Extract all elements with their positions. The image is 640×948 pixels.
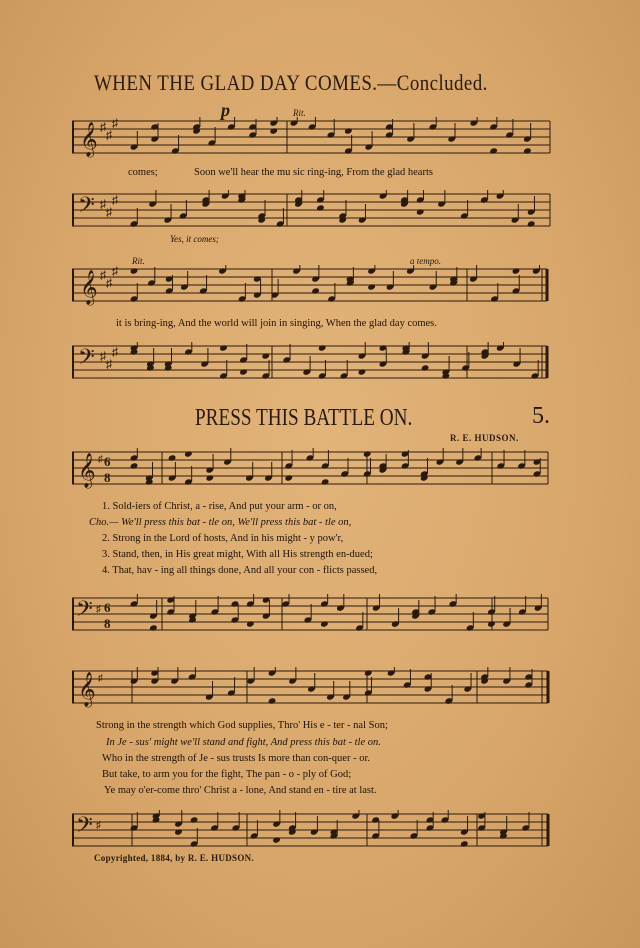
svg-text:8: 8 [104,470,111,485]
staff-system3-treble [72,448,552,490]
a-tempo-mark: a tempo. [410,256,441,266]
svg-text:♯: ♯ [106,128,112,142]
staff-lines [72,342,552,384]
note-head [487,620,496,627]
svg-text:♯: ♯ [100,349,106,363]
svg-text:♯: ♯ [106,357,112,371]
verse-line: Who in the strength of Je - sus trusts Is more than con-quer - or. [102,753,370,764]
note-head [246,620,255,627]
svg-text:♯: ♯ [112,345,118,359]
lyric-system1-b: Soon we'll hear the mu sic ring-ing, From the glad hearts [194,167,433,178]
note-head [130,267,139,274]
staff-lines [72,117,554,159]
note-head [261,352,270,359]
note-head [130,462,139,469]
svg-text:𝄞: 𝄞 [80,123,98,156]
note-head [416,208,425,215]
song-title-when-the-glad-day-comes: WHEN THE GLAD DAY COMES.—Concluded. [94,70,488,95]
note-head [367,283,376,290]
note-head [149,624,158,631]
note-head [358,368,367,375]
verse-line: 3. Stand, then, in His great might, With all His strength en-dued; [102,549,373,560]
svg-text:♯: ♯ [100,268,106,282]
svg-text:♯: ♯ [96,604,101,615]
staff-system1-bass [72,190,554,232]
svg-text:𝄢: 𝄢 [76,813,93,842]
svg-text:♯: ♯ [112,265,118,278]
note-head [168,454,177,461]
note-head [239,368,248,375]
svg-text:8: 8 [104,616,111,631]
staff-system1-treble [72,117,554,159]
verse-line: But take, to arm you for the fight, The pan - o - ply of God; [102,769,352,780]
lyric-system1-a: comes; [128,167,158,178]
note-head [269,127,278,134]
svg-text:♯: ♯ [106,205,112,219]
verse-line: 2. Strong in the Lord of hosts, And in his might - y pow'r, [102,533,344,544]
dynamic-piano: p [221,100,230,120]
composer-credit: R. E. HUDSON. [450,433,519,443]
svg-text:𝄞: 𝄞 [78,673,96,706]
staff-system2-treble [72,265,552,307]
svg-text:♯: ♯ [98,454,103,465]
song-title-press-this-battle-on: PRESS THIS BATTLE ON. [195,405,413,431]
svg-text:𝄢: 𝄢 [78,193,95,222]
note-head [205,474,214,481]
ritardando-mark-2: Rit. [132,256,145,266]
staff-lines [72,190,554,232]
verse-line: Cho.— We'll press this bat - tle on, We'll press this bat - tle on, [89,517,352,528]
note-head [184,450,193,457]
hymn-number: 5. [532,403,550,429]
svg-text:𝄢: 𝄢 [76,597,93,626]
svg-text:♯: ♯ [100,120,106,134]
staff-lines [72,667,552,709]
note-head [272,836,281,843]
note-head [311,287,320,294]
verse-line: 4. That, hav - ing all things done, And all your con - flicts passed, [102,565,378,576]
svg-text:𝄢: 𝄢 [78,345,95,374]
note-head [320,620,329,627]
staff-system4-treble [72,667,552,709]
staff-lines [72,594,552,636]
svg-text:♯: ♯ [100,197,106,211]
verse-line: In Je - sus' might we'll stand and fight, And press this bat - tle on. [106,737,381,748]
note-head [364,669,373,676]
verse-line: 1. Sold-iers of Christ, a - rise, And put your arm - or on, [102,501,337,512]
note-head [344,127,353,134]
svg-text:𝄞: 𝄞 [80,271,98,304]
ritardando-mark: Rit. [293,108,306,118]
svg-text:♯: ♯ [98,673,103,684]
staff-lines [72,448,552,490]
staff-system3-bass [72,594,552,636]
note-head [363,450,372,457]
note-head [321,478,330,485]
note-head [489,147,498,154]
note-head [268,697,277,704]
svg-text:♯: ♯ [96,820,101,831]
svg-text:♯: ♯ [112,117,118,130]
note-head [219,344,228,351]
note-head [318,344,327,351]
lyric-system2-a: it is bring-ing, And the world will join in singing, When the glad day comes. [116,318,437,329]
note-head [174,828,183,835]
staff-system2-bass [72,342,552,384]
staff-lines [72,810,552,852]
svg-text:6: 6 [104,454,111,469]
svg-text:𝄞: 𝄞 [78,454,96,487]
svg-text:6: 6 [104,600,111,615]
lyric-system1-c: Yes, it comes; [170,234,219,244]
note-head [316,204,325,211]
note-head [460,840,469,847]
note-head [527,220,536,227]
note-head [523,147,532,154]
svg-text:♯: ♯ [106,276,112,290]
note-head [512,267,521,274]
note-head [421,364,430,371]
staff-lines [72,265,552,307]
note-head [190,816,199,823]
staff-system4-bass [72,810,552,852]
note-head [284,474,293,481]
verse-line: Strong in the strength which God supplies, Thro' His e - ter - nal Son; [96,720,388,731]
copyright-notice: Copyrighted, 1884, by R. E. HUDSON. [94,853,255,863]
svg-text:♯: ♯ [112,193,118,207]
verse-line: Ye may o'er-come thro' Christ a - lone, And stand en - tire at last. [104,785,377,796]
